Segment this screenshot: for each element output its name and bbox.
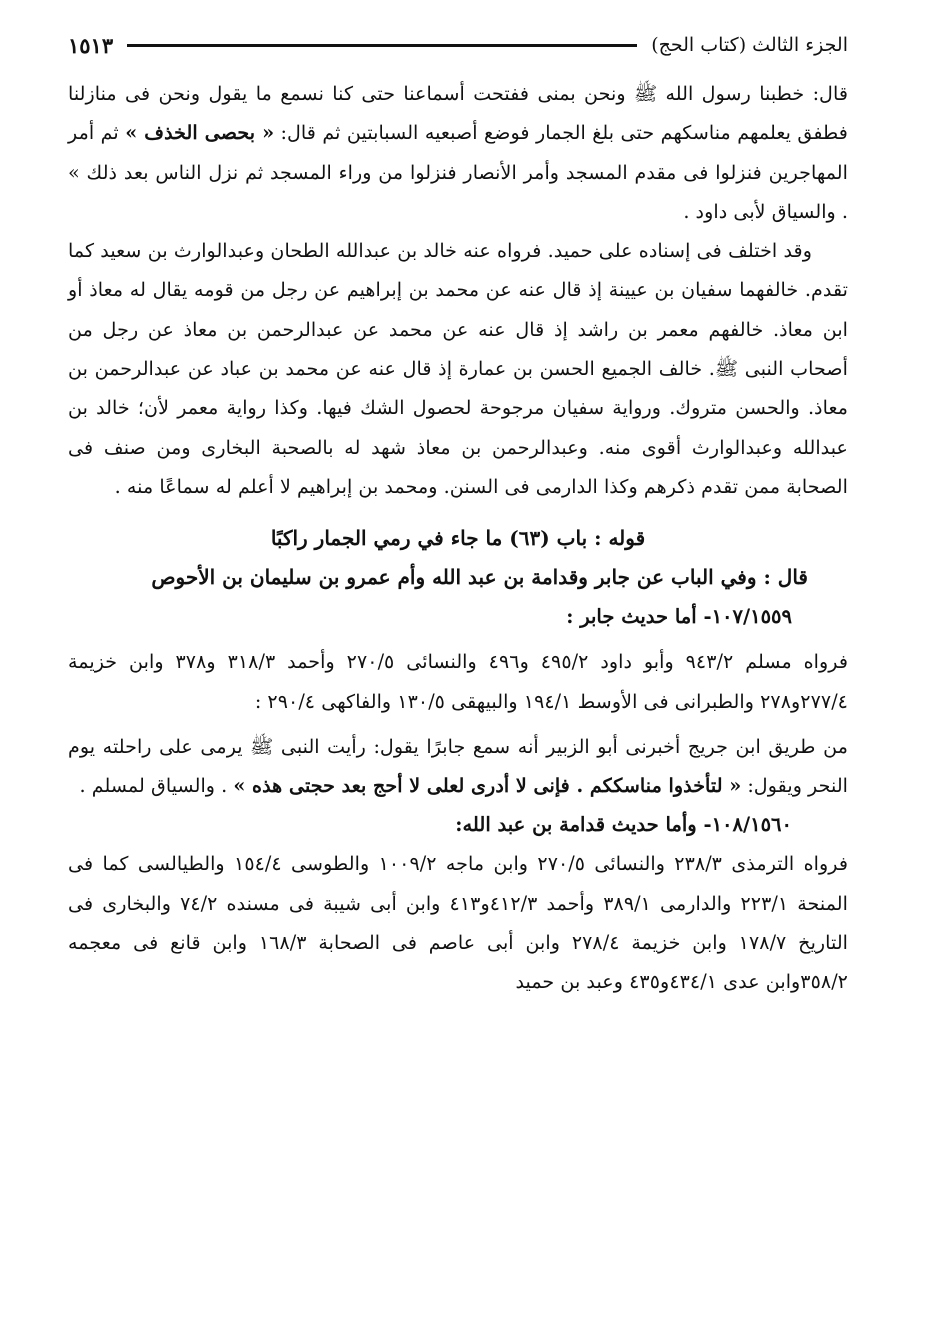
paragraph-text: قال: خطبنا رسول الله ﷺ ونحن بمنى ففتحت أسماعنا حتى كنا نسمع ما يقول ونحن فى منازلنا فطفق يعلمهم مناسكهم حتى بلغ الجمار فوضع أصبعيه السبابتين ثم قال: xyxy=(68,82,848,145)
bold-quote: « بحصى الخذف » xyxy=(125,121,275,145)
paragraph-text: ثم أمر المهاجرين فنزلوا فى مقدم المسجد وأمر الأنصار فنزلوا من وراء المسجد ثم نزل الناس بعد ذلك » . والسياق لأبى داود . xyxy=(68,121,848,223)
paragraph-jabir-text xyxy=(68,727,848,806)
chapter-heading: قوله : باب (٦٣) ما جاء في رمي الجمار راكبًا xyxy=(270,526,646,551)
paragraph-jabir-sources: فرواه مسلم ٩٤٣/٢ وأبو داود ٤٩٥/٢ و٤٩٦ والنسائى ٢٧٠/٥ وأحمد ٣١٨/٣ و٣٧٨ وابن خزيمة ٢٧٧/٤و٢٧٨ والطبرانى فى الأوسط ١٩٤/١ والبيهقى ١٣٠/٥ والفاكهى ٢٩٠/٤ : xyxy=(68,650,849,713)
hadith-heading-qudama: ١٠٨/١٥٦٠- وأما حديث قدامة بن عبد الله: xyxy=(455,813,792,837)
section-gap xyxy=(68,506,848,518)
bold-quote: « لتأخذوا مناسككم . فإنى لا أدرى لعلى لا أحج بعد حجتى هذه » xyxy=(233,774,742,798)
header-rule xyxy=(127,44,637,47)
page-header xyxy=(68,28,848,62)
paragraph-hadith-continuation xyxy=(68,74,848,231)
paragraph-qudama-sources: فرواه الترمذى ٢٣٨/٣ والنسائى ٢٧٠/٥ وابن ماجه ١٠٠٩/٢ والطوسى ١٥٤/٤ والطيالسى كما فى المنحة ٢٢٣/١ والدارمى ٣٨٩/١ وأحمد ٤١٢/٣و٤١٣ وابن أبى شيبة فى مسنده ٧٤/٢ والبخارى فى التاريخ ١٧٨/٧ وابن خزيمة ٢٧٨/٤ وابن أبى عاصم فى الصحابة ١٦٨/٣ وابن قانع فى معجمه ٣٥٨/٢وابن عدى ٤٣٤/١و٤٣٥ وعبد بن حميد xyxy=(68,852,848,994)
paragraph-text: من طريق ابن جريج أخبرنى أبو الزبير أنه سمع جابرًا يقول: رأيت النبى ﷺ يرمى على راحلته يوم النحر ويقول: xyxy=(68,734,848,798)
paragraph-text: . والسياق لمسلم . xyxy=(79,774,228,798)
book-page xyxy=(68,20,848,1310)
page-body xyxy=(68,74,848,1002)
running-title: الجزء الثالث (كتاب الحج) xyxy=(651,34,848,56)
paragraph-isnad-discussion: وقد اختلف فى إسناده على حميد. فرواه عنه خالد بن عبدالله الطحان وعبدالوارث بن سعيد كما تقدم. خالفهما سفيان بن عيينة إذ قال عنه عن محمد بن إبراهيم عن رجل من قومه يقال له معاذ أو ابن معاذ. خالفهم معمر بن راشد إذ قال عنه عن محمد عن عبدالرحمن بن معاذ عن رجل من أصحاب النبى ﷺ. خالف الجميع الحسن بن عمارة إذ قال عنه عن محمد بن عباد عن عبدالرحمن بن معاذ. والحسن متروك. ورواية سفيان مرجوحة لحصول الشك فيها. وكذا رواية معمر لأن؛ خالد بن عبدالله وعبدالوارث أقوى منه. وعبدالرحمن بن معاذ شهد له بالصحبة البخارى ومن صنف فى الصحابة ممن تقدم ذكرهم وكذا الدارمى فى السنن. ومحمد بن إبراهيم لا أعلم له سماعًا منه . xyxy=(68,239,848,498)
hadith-heading-jabir: ١٠٧/١٥٥٩- أما حديث جابر : xyxy=(566,605,792,629)
qala-line: قال : وفي الباب عن جابر وقدامة بن عبد الله وأم عمرو بن سليمان بن الأحوص xyxy=(151,565,808,590)
page-number: ١٥١٣ xyxy=(68,32,114,58)
